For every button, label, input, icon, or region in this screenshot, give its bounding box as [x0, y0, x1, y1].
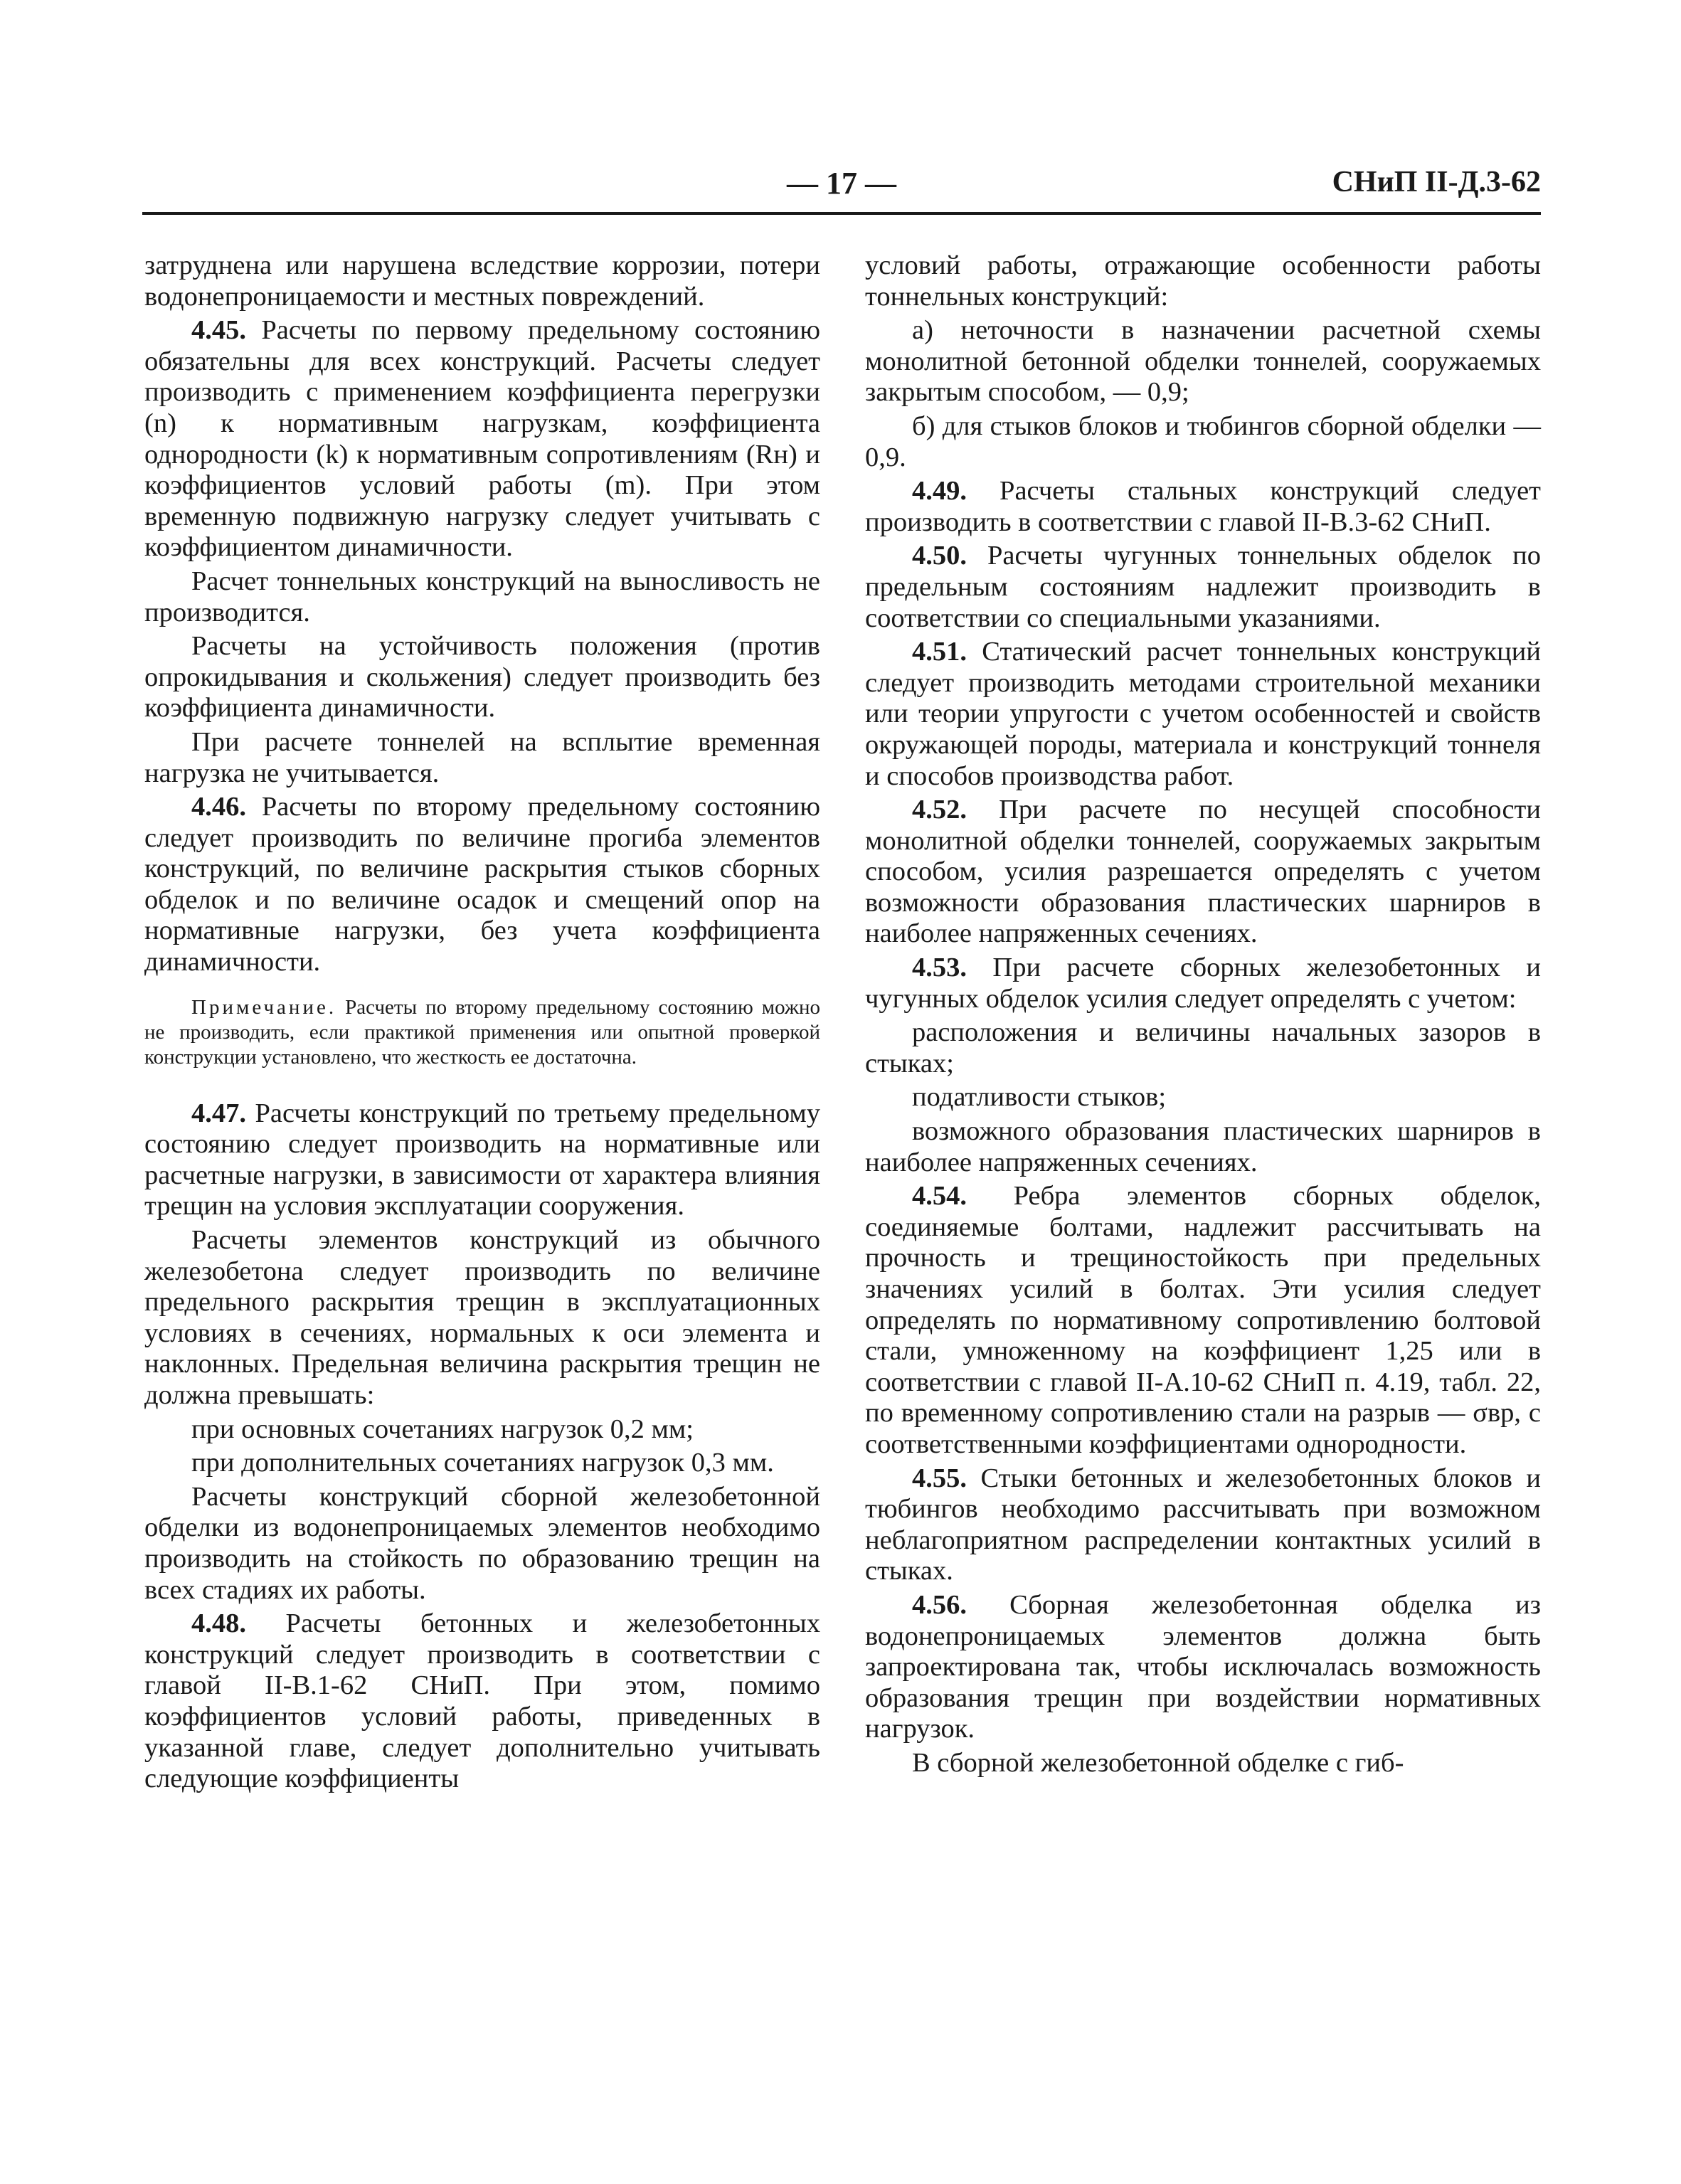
right-column — [865, 250, 1541, 1782]
clause-number: 4.48. — [191, 1608, 246, 1639]
clause-number: 4.49. — [912, 476, 967, 507]
clause-4-52 — [865, 795, 1541, 950]
clause-number: 4.45. — [191, 315, 246, 346]
clause-number: 4.53. — [912, 953, 967, 983]
paragraph-continuation: условий работы, отражающие особенности работы тоннельных конструкций: — [865, 250, 1541, 312]
clause-number: 4.51. — [912, 637, 967, 667]
note — [144, 995, 820, 1070]
list-item: расположения и величины начальных зазоров в стыках; — [865, 1017, 1541, 1078]
list-item: возможного образования пластических шарниров в наиболее напряженных сечениях. — [865, 1116, 1541, 1177]
clause-number: 4.55. — [912, 1463, 967, 1493]
list-item: при дополнительных сочетаниях нагрузок 0,3 мм. — [191, 1448, 774, 1478]
clause-number: 4.47. — [191, 1098, 246, 1128]
clause-text: Расчеты бетонных и железобетонных конструкций следует производить в соответствии с главой II-В.1-62 СНиП. При этом, помимо коэффициентов условий работы, приведенных в указанной главе, следует дополнительно учитывать следующие коэффициенты — [144, 1608, 820, 1794]
list-item: при основных сочетаниях нагрузок 0,2 мм; — [191, 1414, 694, 1444]
clause-number: 4.52. — [912, 795, 967, 825]
clause-4-51 — [865, 637, 1541, 792]
paragraph: Расчет тоннельных конструкций на выносливость не производится. — [144, 566, 820, 627]
clause-number: 4.50. — [912, 541, 967, 571]
clause-text: Стыки бетонных и железобетонных блоков и тюбингов необходимо рассчитывать при возможном неблагоприятном распределении контактных усилий в стыках. — [865, 1463, 1541, 1586]
clause-text: Расчеты стальных конструкций следует производить в соответствии с главой II-В.3-62 СНиП. — [865, 476, 1541, 537]
list-item: б) для стыков блоков и тюбингов сборной обделки — 0,9. — [865, 410, 1541, 472]
clause-text: Расчеты по второму предельному состоянию следует производить по величине прогиба элементов конструкций, по величине раскрытия стыков сборных обделок и по величине осадок и смещений опор на нормативные нагрузки, без учета коэффициента динамичности. — [144, 792, 820, 977]
clause-text: При расчете по несущей способности монолитной обделки тоннелей, сооружаемых закрытым способом, усилия разрешается определять с учетом возможности образования пластических шарниров в наиболее напряженных сечениях. — [865, 795, 1541, 949]
paragraph: В сборной железобетонной обделке с гиб- — [912, 1747, 1404, 1778]
clause-text: Сборная железобетонная обделка из водонепроницаемых элементов должна быть запроектирована так, чтобы исключалась возможность образования трещин при воздействии нормативных нагрузок. — [865, 1589, 1541, 1744]
page-number: — 17 — — [787, 166, 896, 201]
clause-4-53 — [865, 953, 1541, 1014]
paragraph: Расчеты конструкций сборной железобетонной обделки из водонепроницаемых элементов необходимо производить на стойкость по образованию трещин на всех стадиях их работы. — [144, 1481, 820, 1605]
clause-text: Расчеты конструкций по третьему предельному состоянию следует производить на нормативные или расчетные нагрузки, в зависимости от характера влияния трещин на условия эксплуатации сооружения. — [144, 1098, 820, 1221]
clause-text: Расчеты чугунных тоннельных обделок по предельным состояниям надлежит производить в соответствии со специальными указаниями. — [865, 541, 1541, 633]
header-divider — [142, 212, 1541, 215]
paragraph-continuation: затруднена или нарушена вследствие коррозии, потери водонепроницаемости и местных повреждений. — [144, 250, 820, 312]
clause-4-56 — [865, 1590, 1541, 1745]
clause-4-54 — [865, 1181, 1541, 1460]
clause-text: Расчеты по первому предельному состоянию обязательны для всех конструкций. Расчеты следует производить с применением коэффициента перегрузки (n) к нормативным нагрузкам, коэффициента однородности (k) к нормативным сопротивлениям (Rн) и коэффициентов условий работы (m). При этом временную подвижную нагрузку следует учитывать с коэффициентом динамичности. — [144, 315, 820, 563]
paragraph: Расчеты на устойчивость положения (против опрокидывания и скольжения) следует производить без коэффициента динамичности. — [144, 631, 820, 723]
clause-text: Статический расчет тоннельных конструкций следует производить методами строительной механики или теории упругости с учетом особенностей и свойств окружающей породы, материала и конструкций тоннеля и способов производства работ. — [865, 637, 1541, 791]
clause-number: 4.46. — [191, 792, 246, 822]
clause-number: 4.56. — [912, 1589, 967, 1620]
clause-4-46 — [144, 792, 820, 978]
clause-text: При расчете сборных железобетонных и чугунных обделок усилия следует определять с учетом: — [865, 953, 1541, 1014]
note-label: Примечание. — [191, 995, 337, 1019]
clause-4-48 — [144, 1608, 820, 1795]
clause-4-55 — [865, 1463, 1541, 1587]
paragraph: При расчете тоннелей на всплытие временная нагрузка не учитывается. — [144, 726, 820, 788]
clause-4-45 — [144, 315, 820, 563]
clause-4-50 — [865, 541, 1541, 634]
document-code: СНиП II-Д.3-62 — [1332, 166, 1541, 198]
paragraph: Расчеты элементов конструкций из обычного железобетона следует производить по величине предельного раскрытия трещин в эксплуатационных условиях в сечениях, нормальных к оси элемента и наклонных. Предельная величина раскрытия трещин не должна превышать: — [144, 1225, 820, 1410]
list-item: а) неточности в назначении расчетной схемы монолитной бетонной обделки тоннелей, сооружаемых закрытым способом, — 0,9; — [865, 315, 1541, 408]
list-item: податливости стыков; — [912, 1082, 1167, 1113]
page-header — [142, 165, 1541, 208]
left-column — [144, 250, 820, 1798]
clause-number: 4.54. — [912, 1181, 967, 1212]
clause-text: Ребра элементов сборных обделок, соединяемые болтами, надлежит рассчитывать на прочность и трещиностойкость при предельных значениях усилий в болтах. Эти усилия следует определять по нормативному сопротивлению болтовой стали, умноженному на коэффициент 1,25 или в соответствии с главой II-А.10-62 СНиП п. 4.19, табл. 22, по временному сопротивлению стали на разрыв — σвр, с соответственными коэффициентами однородности. — [865, 1181, 1541, 1459]
clause-4-49 — [865, 476, 1541, 538]
clause-4-47 — [144, 1098, 820, 1222]
note-text: Расчеты по второму предельному состоянию можно не производить, если практикой применения или опытной проверкой конструкции установлено, что жесткость ее достаточна. — [144, 995, 820, 1069]
